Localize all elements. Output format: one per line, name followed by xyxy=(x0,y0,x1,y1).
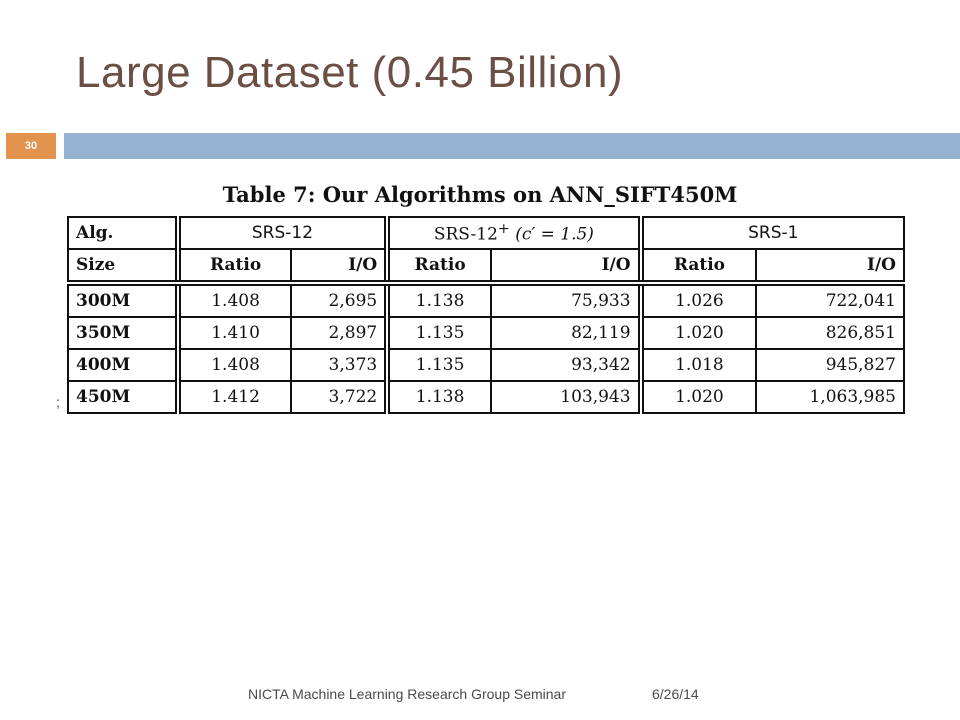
size-label: Size xyxy=(68,249,178,283)
io-srs1: 945,827 xyxy=(756,349,904,381)
ratio-srs12: 1.410 xyxy=(178,317,292,349)
io-srs12: 3,373 xyxy=(291,349,387,381)
col-ratio-2: Ratio xyxy=(387,249,491,283)
table-row xyxy=(68,317,904,349)
alg-label: Alg. xyxy=(68,217,178,249)
header-bar xyxy=(64,133,960,159)
io-srs1: 1,063,985 xyxy=(756,381,904,413)
ratio-srs1: 1.018 xyxy=(641,349,757,381)
io-srs12plus: 93,342 xyxy=(491,349,641,381)
ratio-srs12: 1.412 xyxy=(178,381,292,413)
slide-number: 30 xyxy=(6,133,56,159)
col-io-1: I/O xyxy=(291,249,387,283)
io-srs12plus: 75,933 xyxy=(491,283,641,317)
ratio-srs12: 1.408 xyxy=(178,283,292,317)
results-table-container xyxy=(67,216,905,414)
group-srs-12: SRS-12 xyxy=(178,217,387,249)
ratio-srs1: 1.020 xyxy=(641,381,757,413)
table-row xyxy=(68,349,904,381)
group-srs-12-plus-name: SRS-12 xyxy=(433,224,498,245)
footer-date: 6/26/14 xyxy=(652,686,699,702)
ratio-srs12plus: 1.138 xyxy=(387,283,491,317)
ratio-srs12plus: 1.138 xyxy=(387,381,491,413)
ratio-srs12plus: 1.135 xyxy=(387,349,491,381)
ratio-srs12plus: 1.135 xyxy=(387,317,491,349)
table-sub-header-row xyxy=(68,249,904,283)
row-size: 400M xyxy=(68,349,178,381)
table-group-header-row xyxy=(68,217,904,249)
io-srs1: 826,851 xyxy=(756,317,904,349)
row-size: 350M xyxy=(68,317,178,349)
slide-title: Large Dataset (0.45 Billion) xyxy=(76,48,624,97)
col-ratio-1: Ratio xyxy=(178,249,292,283)
ratio-srs1: 1.020 xyxy=(641,317,757,349)
io-srs1: 722,041 xyxy=(756,283,904,317)
col-ratio-3: Ratio xyxy=(641,249,757,283)
col-io-3: I/O xyxy=(756,249,904,283)
io-srs12plus: 103,943 xyxy=(491,381,641,413)
table-row xyxy=(68,381,904,413)
results-table xyxy=(67,216,905,414)
footer-seminar: NICTA Machine Learning Research Group Seminar xyxy=(248,686,567,702)
io-srs12: 2,695 xyxy=(291,283,387,317)
table-row xyxy=(68,283,904,317)
group-srs-12-plus-sup: + xyxy=(497,221,510,238)
io-srs12: 2,897 xyxy=(291,317,387,349)
row-size: 450M xyxy=(68,381,178,413)
row-size: 300M xyxy=(68,283,178,317)
io-srs12plus: 82,119 xyxy=(491,317,641,349)
col-io-2: I/O xyxy=(491,249,641,283)
ratio-srs12: 1.408 xyxy=(178,349,292,381)
io-srs12: 3,722 xyxy=(291,381,387,413)
table-caption: Table 7: Our Algorithms on ANN_SIFT450M xyxy=(222,182,738,207)
group-srs-12-plus-param: (c′ = 1.5) xyxy=(515,224,594,245)
stray-mark: ; xyxy=(56,394,60,410)
ratio-srs1: 1.026 xyxy=(641,283,757,317)
group-srs-1: SRS-1 xyxy=(641,217,904,249)
group-srs-12-plus xyxy=(387,217,640,249)
